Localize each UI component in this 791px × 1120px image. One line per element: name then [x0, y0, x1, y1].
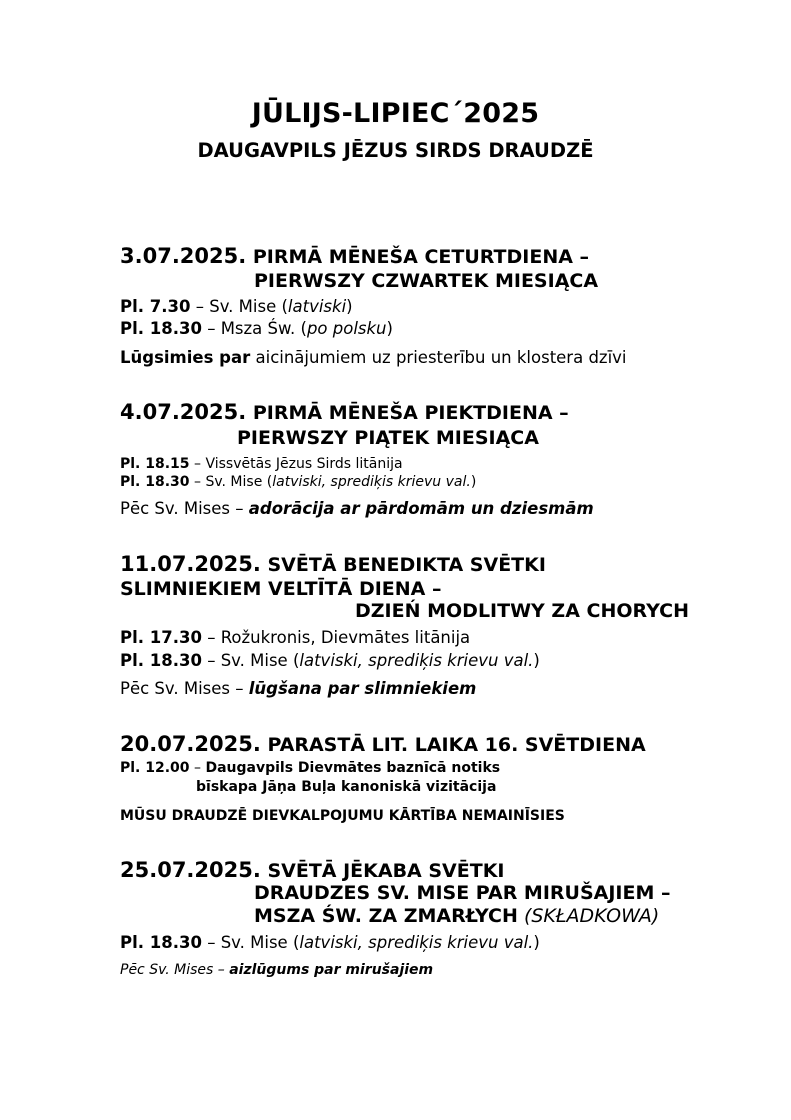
section-1-note: Lūgsimies par aicinājumiem uz priesterību un klostera dzīvi: [120, 348, 627, 367]
section-3-heading: [120, 552, 546, 576]
section-2-row-2: Pl. 18.30 – Sv. Mise (latviski, sprediķis krievu val.): [120, 474, 477, 490]
section-2-title: PIRMĀ MĒNEŠA PIEKTDIENA –: [252, 402, 569, 424]
section-4-notice: MŪSU DRAUDZĒ DIEVKALPOJUMU KĀRTĪBA NEMAINĪSIES: [120, 808, 565, 824]
page-title: JŪLIJS-LIPIEC´2025: [251, 98, 540, 129]
section-4-heading: [120, 732, 646, 756]
section-5-row-1: Pl. 18.30 – Sv. Mise (latviski, sprediķis krievu val.): [120, 933, 540, 952]
section-3-row-2: Pl. 18.30 – Sv. Mise (latviski, sprediķis krievu val.): [120, 651, 540, 670]
section-1-date: 3.07.2025.: [120, 244, 247, 268]
section-2-title-2: PIERWSZY PIĄTEK MIESIĄCA: [237, 427, 539, 449]
section-5-after: Pēc Sv. Mises – aizlūgums par mirušajiem: [120, 962, 434, 978]
section-5-title: SVĒTĀ JĒKABA SVĒTKI: [267, 860, 505, 882]
section-2-heading: [120, 400, 569, 424]
section-3-date: 11.07.2025.: [120, 552, 261, 576]
section-1-title: PIRMĀ MĒNEŠA CETURTDIENA –: [252, 246, 590, 268]
section-3-title: SVĒTĀ BENEDIKTA SVĒTKI: [267, 554, 546, 576]
section-2-row-1: Pl. 18.15 – Vissvētās Jēzus Sirds litānija: [120, 456, 403, 472]
section-3-title-2: SLIMNIEKIEM VELTĪTĀ DIENA –: [120, 578, 442, 600]
section-4-row-1: Pl. 12.00 – Daugavpils Dievmātes baznīcā notiks: [120, 760, 501, 776]
section-5-title-2: DRAUDZES SV. MISE PAR MIRUŠAJIEM –: [254, 882, 671, 904]
section-2-after: Pēc Sv. Mises – adorācija ar pārdomām un dziesmām: [120, 499, 594, 518]
section-1-heading: [120, 244, 589, 268]
section-1-row-1: Pl. 7.30 – Sv. Mise (latviski): [120, 297, 353, 316]
section-3-row-1: Pl. 17.30 – Rožukronis, Dievmātes litānija: [120, 628, 471, 647]
section-3-after: Pēc Sv. Mises – lūgšana par slimniekiem: [120, 679, 477, 698]
section-5-heading: [120, 858, 505, 882]
section-5-date: 25.07.2025.: [120, 858, 261, 882]
section-1-row-2: Pl. 18.30 – Msza Św. (po polsku): [120, 319, 393, 338]
section-4-date: 20.07.2025.: [120, 732, 261, 756]
section-2-date: 4.07.2025.: [120, 400, 247, 424]
page-subtitle: DAUGAVPILS JĒZUS SIRDS DRAUDZĒ: [197, 139, 594, 162]
section-3-title-3: DZIEŃ MODLITWY ZA CHORYCH: [355, 600, 690, 622]
section-4-title: PARASTĀ LIT. LAIKA 16. SVĒTDIENA: [267, 734, 646, 756]
section-1-title-2: PIERWSZY CZWARTEK MIESIĄCA: [254, 270, 599, 292]
section-4-row-2: bīskapa Jāņa Buļa kanoniskā vizitācija: [196, 779, 497, 795]
section-5-title-3: MSZA ŚW. ZA ZMARŁYCH (SKŁADKOWA): [254, 905, 660, 927]
